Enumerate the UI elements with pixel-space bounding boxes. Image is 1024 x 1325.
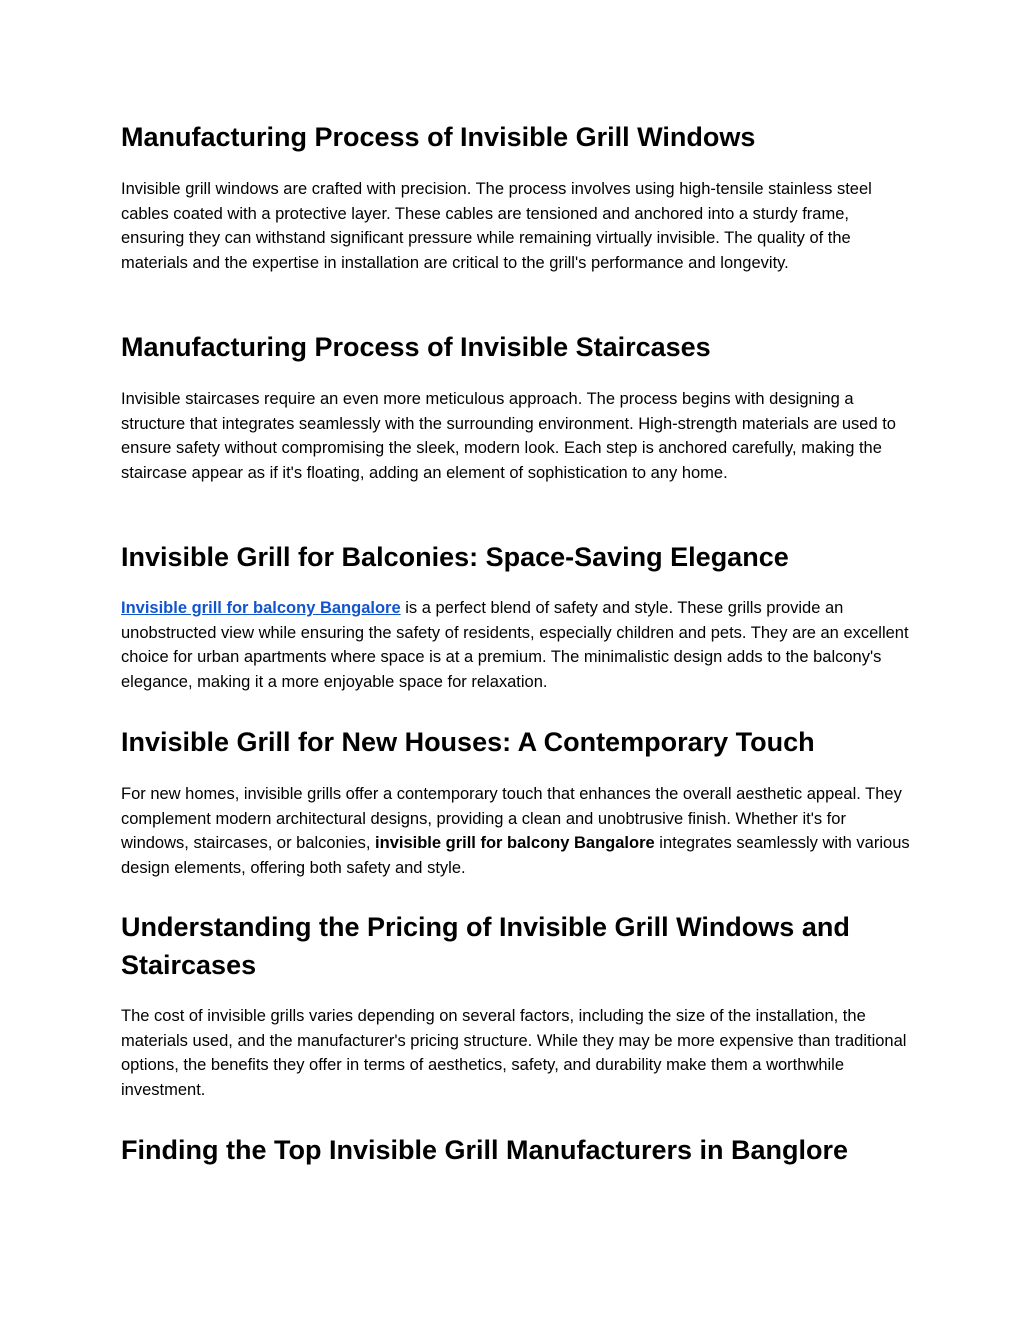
balcony-bangalore-bold: invisible grill for balcony Bangalore <box>375 834 655 852</box>
section-body-new-houses-text-1: For new homes, invisible grills offer a contemporary touch that enhances the overall aesthetic appeal. They complement modern architectural designs, providing a clean and unobtrusive finish. Whether it's for windows, staircases, or balconies, <box>121 785 902 852</box>
section-body-staircases: Invisible staircases require an even more meticulous approach. The process begins with designing a structure that integrates seamlessly with the surrounding environment. High-strength materials are used to ensure safety without compromising the sleek, modern look. Each step is anchored carefully, making the staircase appear as if it's floating, adding an element of sophistication to any home. <box>121 390 896 482</box>
section-body-new-houses <box>121 782 911 880</box>
section-heading-new-houses: Invisible Grill for New Houses: A Contemporary Touch <box>121 727 815 757</box>
section-body-balconies <box>121 596 911 694</box>
section-body-pricing: The cost of invisible grills varies depending on several factors, including the size of the installation, the materials used, and the manufacturer's pricing structure. While they may be more expensive than traditional options, the benefits they offer in terms of aesthetics, safety, and durability make them a worthwhile investment. <box>121 1007 907 1099</box>
section-heading-pricing: Understanding the Pricing of Invisible Grill Windows and Staircases <box>121 912 850 980</box>
section-heading-grill-windows: Manufacturing Process of Invisible Grill Windows <box>121 122 756 152</box>
section-body-new-houses-text-2: integrates seamlessly with various design elements, offering both safety and style. <box>121 834 910 877</box>
section-heading-manufacturers: Finding the Top Invisible Grill Manufacturers in Banglore <box>121 1135 849 1165</box>
balcony-bangalore-link[interactable]: Invisible grill for balcony Bangalore <box>121 599 401 617</box>
section-body-balconies-text: is a perfect blend of safety and style. These grills provide an unobstructed view while ensuring the safety of residents, especially children and pets. They are an excellent choice for urban apartments where space is at a premium. The minimalistic design adds to the balcony's elegance, making it a more enjoyable space for relaxation. <box>121 599 909 691</box>
section-heading-balconies: Invisible Grill for Balconies: Space-Saving Elegance <box>121 542 789 572</box>
section-heading-staircases: Manufacturing Process of Invisible Staircases <box>121 332 711 362</box>
section-body-grill-windows: Invisible grill windows are crafted with precision. The process involves using high-tensile stainless steel cables coated with a protective layer. These cables are tensioned and anchored into a sturdy frame, ensuring they can withstand significant pressure while remaining virtually invisible. The quality of the materials and the expertise in installation are critical to the grill's performance and longevity. <box>121 180 872 272</box>
